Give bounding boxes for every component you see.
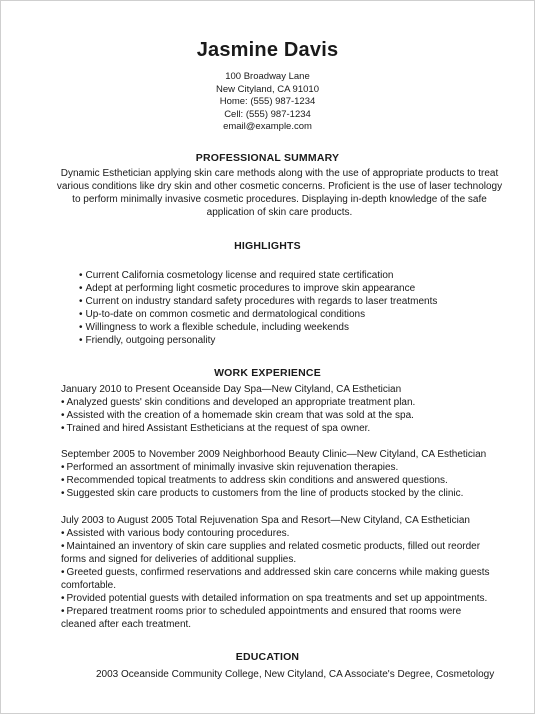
highlight-item: • Current on industry standard safety procedures with regards to laser treatments [79,295,437,308]
address-line-1: 100 Broadway Lane [225,71,310,82]
experience-heading: WORK EXPERIENCE [214,367,321,379]
job-bullet: • Prepared treatment rooms prior to scheduled appointments and ensured that rooms were [61,605,516,618]
highlight-item: • Friendly, outgoing personality [79,334,437,347]
job-bullet: • Performed an assortment of minimally invasive skin rejuvenation therapies. [61,461,516,474]
job-entry [61,383,516,435]
summary-line: to perform minimally invasive cosmetic procedures. Displaying in-depth knowledge of the safe [72,194,487,205]
job-bullet-continuation: forms and signed for deliveries of additional supplies. [61,554,297,565]
job-bullet-continuation: comfortable. [61,580,117,591]
summary-heading: PROFESSIONAL SUMMARY [195,152,340,164]
job-bullet: • Suggested skin care products to customers from the line of products stocked by the clinic. [61,487,516,500]
highlight-item: • Adept at performing light cosmetic procedures to improve skin appearance [79,282,437,295]
job-bullet: • Greeted guests, confirmed reservations and addressed skin care concerns while making guests [61,566,516,579]
highlights-heading: HIGHLIGHTS [234,240,301,252]
job-entry [61,448,516,500]
email-address: email@example.com [223,121,312,132]
contact-block [1,71,534,134]
highlights-list [79,269,437,347]
job-header: September 2005 to November 2009 Neighborhood Beauty Clinic—New Cityland, CA Esthetician [61,449,487,460]
candidate-name: Jasmine Davis [196,39,339,61]
summary-line: application of skin care products. [206,207,353,218]
job-bullet-continuation: cleaned after each treatment. [61,619,192,630]
highlight-item: • Up-to-date on common cosmetic and dermatological conditions [79,308,437,321]
job-bullet: • Assisted with the creation of a homemade skin cream that was sold at the spa. [61,409,516,422]
summary-line: Dynamic Esthetician applying skin care methods along with the use of appropriate products to treat [60,168,499,179]
address-line-2: New Cityland, CA 91010 [216,83,319,95]
job-entry [61,514,516,631]
summary-text [45,167,514,219]
highlight-item: • Current California cosmetology license and required state certification [79,269,437,282]
home-phone: Home: (555) 987-1234 [219,96,316,107]
job-header: January 2010 to Present Oceanside Day Spa—New Cityland, CA Esthetician [61,384,402,395]
job-bullet: • Assisted with various body contouring procedures. [61,527,516,540]
cell-phone: Cell: (555) 987-1234 [224,108,311,120]
job-bullet: • Recommended topical treatments to address skin conditions and answered questions. [61,474,516,487]
job-header: July 2003 to August 2005 Total Rejuvenation Spa and Resort—New Cityland, CA Esthetician [61,515,470,526]
job-bullet: • Analyzed guests' skin conditions and developed an appropriate treatment plan. [61,396,516,409]
education-heading: EDUCATION [235,651,300,663]
summary-line: various conditions like dry skin and other cosmetic concerns. Proficient is the use of laser technology [56,181,503,192]
job-bullet: • Trained and hired Assistant Estheticians at the request of spa owner. [61,422,516,435]
education-entry: 2003 Oceanside Community College, New Cityland, CA Associate's Degree, Cosmetology [96,669,495,680]
job-bullet: • Provided potential guests with detailed information on spa treatments and set up appointments. [61,592,516,605]
highlight-item: • Willingness to work a flexible schedule, including weekends [79,321,437,334]
job-bullet: • Maintained an inventory of skin care supplies and related cosmetic products, filled out reorder [61,540,516,553]
